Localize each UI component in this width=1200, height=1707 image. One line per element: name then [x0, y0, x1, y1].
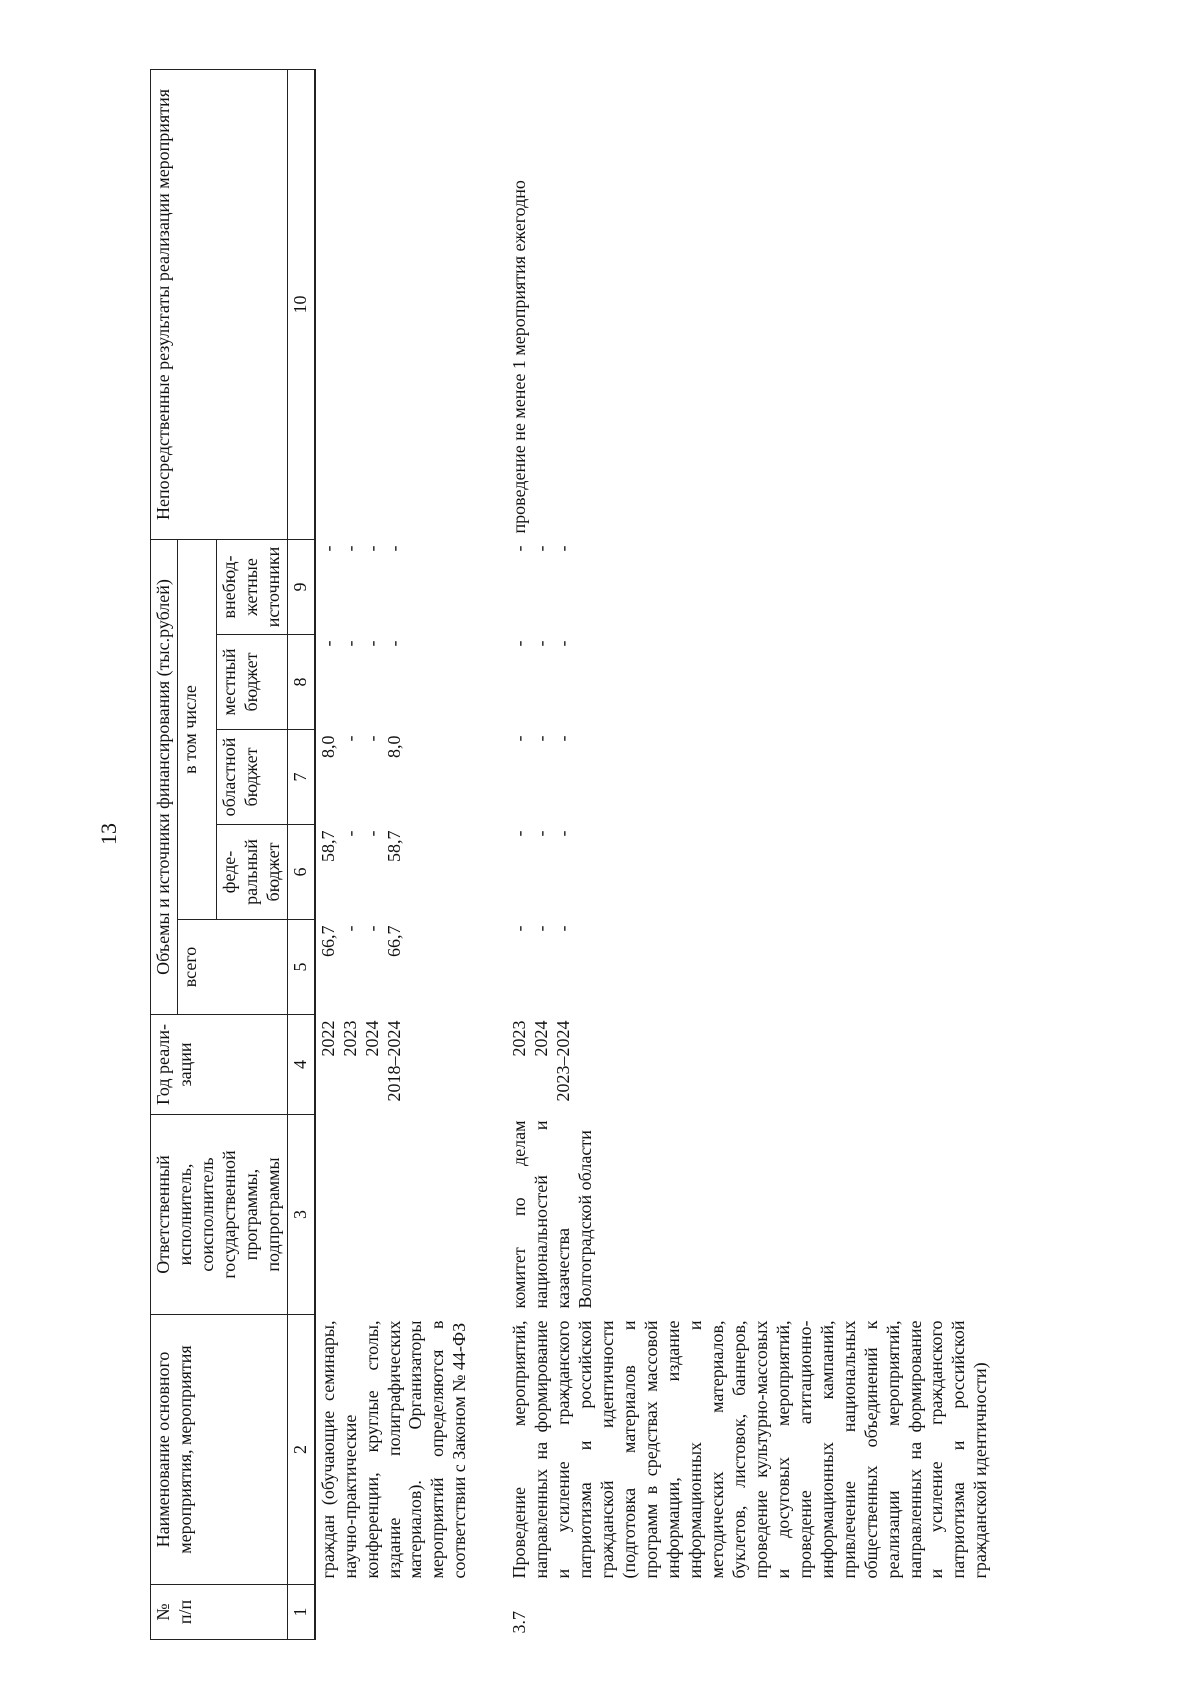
- regional-values: 8,0 - - 8,0: [317, 735, 404, 758]
- col-number: 10: [287, 69, 314, 539]
- col-number: 5: [287, 920, 314, 1015]
- header-year: Год реали-зации: [151, 1015, 288, 1115]
- col-number: 8: [287, 635, 314, 730]
- activity-name: Проведение мероприятий, направленных на формирование и усиление гражданского патриотизма и российской гражданской идентичности (подготовка материалов и программ в средствах массовой информации, издание информационных и методических материалов, буклетов, листовок, баннеров, проведение культурно-массовых и досуговых мероприятий, проведение агитационно-информационных кампаний, привлечение национальных общественных объединений к реализации мероприятий, направленных на формирование и усиление гражданского патриотизма и российской гражданской идентичности): [509, 1320, 991, 1579]
- header-executor: Ответственный исполнитель, соисполнитель государственной программы, подпрограммы: [151, 1115, 288, 1315]
- col-number: 1: [287, 1585, 314, 1640]
- activity-name: граждан (обучающие семинары, научно-практические конференции, круглые столы, издание полиграфических материалов). Организаторы мероприятий определяются в соответствии с Законом № 44-ФЗ: [317, 1320, 470, 1579]
- program-table: [150, 69, 994, 1640]
- col-number: 3: [287, 1115, 314, 1315]
- rotated-table-container: [150, 70, 1150, 1640]
- federal-values: 58,7 - - 58,7: [317, 830, 404, 862]
- col-number: 4: [287, 1015, 314, 1115]
- header-extrabudget: внебюд-жетные источники: [216, 539, 287, 634]
- total-values: 66,7 - - 66,7: [317, 925, 404, 957]
- table-row: [507, 69, 994, 1639]
- header-local: местный бюджет: [216, 635, 287, 730]
- extrabudget-values: - - -: [509, 545, 574, 552]
- total-values: - - -: [509, 925, 574, 932]
- header-federal: феде-ральный бюджет: [216, 825, 287, 920]
- table-row: [315, 69, 474, 1639]
- header-regional: областной бюджет: [216, 730, 287, 825]
- row-number: 3.7: [509, 1611, 530, 1634]
- header-results: Непосредственные результаты реализации мероприятия: [151, 69, 288, 539]
- col-number: 2: [287, 1315, 314, 1585]
- federal-values: - - -: [509, 830, 574, 837]
- col-number: 6: [287, 825, 314, 920]
- col-number: 7: [287, 730, 314, 825]
- result: проведение не менее 1 мероприятия ежегодно: [509, 180, 530, 534]
- header-number: № п/п: [151, 1585, 288, 1640]
- header-including: в том числе: [177, 539, 216, 919]
- local-values: - - - -: [317, 640, 404, 647]
- years: 2023 2024 2023–2024: [509, 1020, 574, 1102]
- years: 2022 2023 2024 2018–2024: [317, 1020, 404, 1102]
- header-total: всего: [177, 920, 287, 1015]
- regional-values: - - -: [509, 735, 574, 742]
- local-values: - - -: [509, 640, 574, 647]
- page-number: 13: [96, 823, 121, 845]
- result: [315, 69, 474, 539]
- col-number: 9: [287, 539, 314, 634]
- executor: [315, 1115, 474, 1315]
- header-financing: Объемы и источники финансирования (тыс.рублей): [151, 539, 178, 1014]
- header-name: Наименование основного мероприятия, мероприятия: [151, 1315, 288, 1585]
- row-number: [315, 1585, 474, 1640]
- executor: комитет по делам национальностей и казачества Волгоградской области: [509, 1120, 596, 1309]
- extrabudget-values: - - - -: [317, 545, 404, 552]
